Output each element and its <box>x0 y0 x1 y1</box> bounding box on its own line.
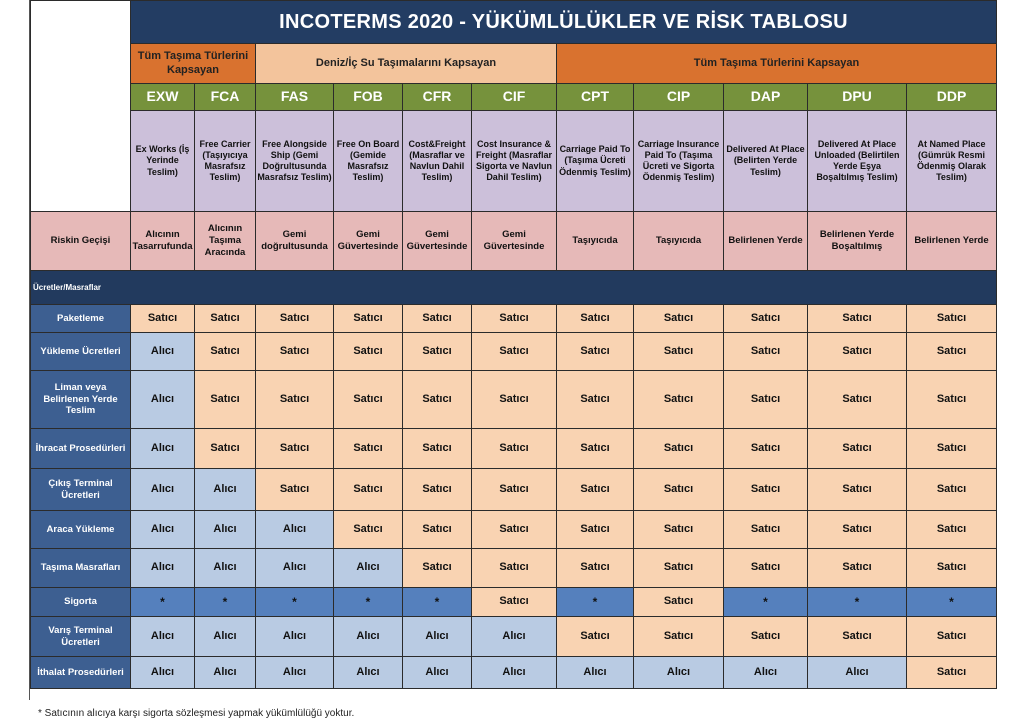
cell-seller: Satıcı <box>907 617 997 657</box>
cell-seller: Satıcı <box>808 511 907 549</box>
cell-seller: Satıcı <box>472 305 557 333</box>
cell-seller: Satıcı <box>907 657 997 689</box>
cell-seller: Satıcı <box>403 371 472 429</box>
table-row <box>31 588 997 617</box>
cell-buyer: Alıcı <box>256 549 334 588</box>
table-row <box>31 305 997 333</box>
cell-seller: Satıcı <box>808 305 907 333</box>
term-description-cpt: Carriage Paid To (Taşıma Ücreti Ödenmiş Teslim) <box>557 111 634 212</box>
cell-buyer: Alıcı <box>724 657 808 689</box>
risk-transfer-fca: Alıcının Taşıma Aracında <box>195 212 256 271</box>
cell-seller: Satıcı <box>907 549 997 588</box>
cell-seller: Satıcı <box>334 511 403 549</box>
cell-no-obligation: * <box>724 588 808 617</box>
cell-seller: Satıcı <box>724 333 808 371</box>
cell-seller: Satıcı <box>557 549 634 588</box>
cell-seller: Satıcı <box>808 549 907 588</box>
cell-no-obligation: * <box>808 588 907 617</box>
cell-seller: Satıcı <box>334 469 403 511</box>
cell-no-obligation: * <box>256 588 334 617</box>
term-description-cif: Cost Insurance & Freight (Masraflar Sigorta ve Navlun Dahil Teslim) <box>472 111 557 212</box>
term-code-dap: DAP <box>724 84 808 111</box>
cell-no-obligation: * <box>557 588 634 617</box>
cell-seller: Satıcı <box>634 429 724 469</box>
cell-no-obligation: * <box>131 588 195 617</box>
cell-seller: Satıcı <box>724 549 808 588</box>
cell-buyer: Alıcı <box>557 657 634 689</box>
cell-buyer: Alıcı <box>131 657 195 689</box>
row-label: İthalat Prosedürleri <box>31 657 131 689</box>
cell-seller: Satıcı <box>808 333 907 371</box>
cell-seller: Satıcı <box>256 333 334 371</box>
term-code-fob: FOB <box>334 84 403 111</box>
row-label: Yükleme Ücretleri <box>31 333 131 371</box>
cell-no-obligation: * <box>907 588 997 617</box>
risk-transfer-exw: Alıcının Tasarrufunda <box>131 212 195 271</box>
row-label: Paketleme <box>31 305 131 333</box>
row-label: İhracat Prosedürleri <box>31 429 131 469</box>
cell-seller: Satıcı <box>907 371 997 429</box>
row-label: Taşıma Masrafları <box>31 549 131 588</box>
cell-buyer: Alıcı <box>131 511 195 549</box>
cell-no-obligation: * <box>334 588 403 617</box>
cell-seller: Satıcı <box>334 305 403 333</box>
cell-buyer: Alıcı <box>472 617 557 657</box>
cell-buyer: Alıcı <box>195 657 256 689</box>
cell-buyer: Alıcı <box>131 469 195 511</box>
cell-buyer: Alıcı <box>195 511 256 549</box>
cell-seller: Satıcı <box>557 371 634 429</box>
term-description-fob: Free On Board (Gemide Masrafsız Teslim) <box>334 111 403 212</box>
term-description-dap: Delivered At Place (Belirten Yerde Teslim) <box>724 111 808 212</box>
cell-seller: Satıcı <box>557 511 634 549</box>
table-row <box>31 333 997 371</box>
cell-buyer: Alıcı <box>131 333 195 371</box>
cell-no-obligation: * <box>195 588 256 617</box>
term-description-ddp: At Named Place (Gümrük Resmi Ödenmiş Olarak Teslim) <box>907 111 997 212</box>
cell-seller: Satıcı <box>131 305 195 333</box>
group-all-modes-2: Tüm Taşıma Türlerini Kapsayan <box>557 44 997 84</box>
cell-seller: Satıcı <box>195 429 256 469</box>
cell-buyer: Alıcı <box>131 371 195 429</box>
risk-transfer-dpu: Belirlenen Yerde Boşaltılmış <box>808 212 907 271</box>
cell-seller: Satıcı <box>557 333 634 371</box>
cell-buyer: Alıcı <box>256 617 334 657</box>
table-row <box>31 469 997 511</box>
footnote: * Satıcının alıcıya karşı sigorta sözleşmesi yapmak yükümlülüğü yoktur. <box>38 708 355 719</box>
cell-seller: Satıcı <box>557 429 634 469</box>
cell-seller: Satıcı <box>808 429 907 469</box>
cell-seller: Satıcı <box>907 429 997 469</box>
term-description-cip: Carriage Insurance Paid To (Taşıma Ücreti ve Sigorta Ödenmiş Teslim) <box>634 111 724 212</box>
cell-buyer: Alıcı <box>403 617 472 657</box>
cell-seller: Satıcı <box>195 305 256 333</box>
risk-transfer-cfr: Gemi Güvertesinde <box>403 212 472 271</box>
row-label: Sigorta <box>31 588 131 617</box>
cell-seller: Satıcı <box>724 511 808 549</box>
incoterms-table <box>30 0 997 689</box>
cell-buyer: Alıcı <box>334 617 403 657</box>
cell-seller: Satıcı <box>256 429 334 469</box>
cell-seller: Satıcı <box>334 333 403 371</box>
cell-seller: Satıcı <box>403 429 472 469</box>
cell-seller: Satıcı <box>472 469 557 511</box>
cell-buyer: Alıcı <box>334 657 403 689</box>
risk-transfer-fob: Gemi Güvertesinde <box>334 212 403 271</box>
cell-buyer: Alıcı <box>131 429 195 469</box>
group-all-modes-1: Tüm Taşıma Türlerini Kapsayan <box>131 44 256 84</box>
cell-seller: Satıcı <box>403 549 472 588</box>
cell-buyer: Alıcı <box>334 549 403 588</box>
risk-label: Riskin Geçişi <box>31 212 131 271</box>
cell-seller: Satıcı <box>907 469 997 511</box>
term-description-fas: Free Alongside Ship (Gemi Doğrultusunda Masrafsız Teslim) <box>256 111 334 212</box>
cell-seller: Satıcı <box>403 469 472 511</box>
row-label: Varış Terminal Ücretleri <box>31 617 131 657</box>
cell-seller: Satıcı <box>256 305 334 333</box>
table-row <box>31 549 997 588</box>
cell-seller: Satıcı <box>634 549 724 588</box>
term-description-fca: Free Carrier (Taşıyıcıya Masrafsız Teslim) <box>195 111 256 212</box>
term-code-ddp: DDP <box>907 84 997 111</box>
cell-seller: Satıcı <box>472 511 557 549</box>
cell-seller: Satıcı <box>472 333 557 371</box>
cell-seller: Satıcı <box>724 429 808 469</box>
cell-seller: Satıcı <box>634 469 724 511</box>
cell-seller: Satıcı <box>634 617 724 657</box>
cell-seller: Satıcı <box>907 305 997 333</box>
cell-seller: Satıcı <box>403 305 472 333</box>
term-description-dpu: Delivered At Place Unloaded (Belirtilen Yerde Eşya Boşaltılmış Teslim) <box>808 111 907 212</box>
cell-seller: Satıcı <box>334 429 403 469</box>
cell-no-obligation: * <box>403 588 472 617</box>
term-code-fca: FCA <box>195 84 256 111</box>
cell-buyer: Alıcı <box>131 617 195 657</box>
cell-seller: Satıcı <box>808 617 907 657</box>
cell-seller: Satıcı <box>724 469 808 511</box>
term-code-cfr: CFR <box>403 84 472 111</box>
cell-buyer: Alıcı <box>403 657 472 689</box>
cell-seller: Satıcı <box>634 333 724 371</box>
risk-transfer-cpt: Taşıyıcıda <box>557 212 634 271</box>
cell-seller: Satıcı <box>724 617 808 657</box>
cell-seller: Satıcı <box>634 511 724 549</box>
cell-seller: Satıcı <box>634 371 724 429</box>
cell-seller: Satıcı <box>808 469 907 511</box>
cell-seller: Satıcı <box>634 588 724 617</box>
term-code-cif: CIF <box>472 84 557 111</box>
cell-buyer: Alıcı <box>195 617 256 657</box>
cell-seller: Satıcı <box>472 549 557 588</box>
term-code-exw: EXW <box>131 84 195 111</box>
cell-seller: Satıcı <box>472 429 557 469</box>
term-description-exw: Ex Works (İş Yerinde Teslim) <box>131 111 195 212</box>
cell-buyer: Alıcı <box>472 657 557 689</box>
term-description-cfr: Cost&Freight (Masraflar ve Navlun Dahil Teslim) <box>403 111 472 212</box>
cell-seller: Satıcı <box>907 333 997 371</box>
term-code-dpu: DPU <box>808 84 907 111</box>
cell-seller: Satıcı <box>195 371 256 429</box>
cell-seller: Satıcı <box>472 588 557 617</box>
risk-transfer-fas: Gemi doğrultusunda <box>256 212 334 271</box>
cell-seller: Satıcı <box>907 511 997 549</box>
cell-seller: Satıcı <box>557 617 634 657</box>
cell-seller: Satıcı <box>724 305 808 333</box>
table-row <box>31 511 997 549</box>
cell-seller: Satıcı <box>403 333 472 371</box>
table-row <box>31 617 997 657</box>
cell-seller: Satıcı <box>724 371 808 429</box>
cell-buyer: Alıcı <box>195 549 256 588</box>
risk-transfer-dap: Belirlenen Yerde <box>724 212 808 271</box>
table-title: INCOTERMS 2020 - YÜKÜMLÜLÜKLER VE RİSK TABLOSU <box>131 1 997 44</box>
term-code-cpt: CPT <box>557 84 634 111</box>
risk-transfer-cip: Taşıyıcıda <box>634 212 724 271</box>
cell-buyer: Alıcı <box>195 469 256 511</box>
term-code-cip: CIP <box>634 84 724 111</box>
cell-seller: Satıcı <box>256 469 334 511</box>
risk-transfer-ddp: Belirlenen Yerde <box>907 212 997 271</box>
cell-seller: Satıcı <box>557 469 634 511</box>
cell-seller: Satıcı <box>808 371 907 429</box>
cell-seller: Satıcı <box>557 305 634 333</box>
risk-transfer-cif: Gemi Güvertesinde <box>472 212 557 271</box>
cell-buyer: Alıcı <box>634 657 724 689</box>
corner-cell <box>31 1 131 212</box>
group-sea-inland: Deniz/İç Su Taşımalarını Kapsayan <box>256 44 557 84</box>
cell-seller: Satıcı <box>634 305 724 333</box>
term-code-fas: FAS <box>256 84 334 111</box>
table-row <box>31 657 997 689</box>
table-row <box>31 371 997 429</box>
cell-seller: Satıcı <box>472 371 557 429</box>
cell-seller: Satıcı <box>334 371 403 429</box>
row-label: Liman veya Belirlenen Yerde Teslim <box>31 371 131 429</box>
row-label: Çıkış Terminal Ücretleri <box>31 469 131 511</box>
cell-buyer: Alıcı <box>256 657 334 689</box>
table-row <box>31 429 997 469</box>
cell-seller: Satıcı <box>256 371 334 429</box>
cell-buyer: Alıcı <box>256 511 334 549</box>
cell-buyer: Alıcı <box>808 657 907 689</box>
cell-seller: Satıcı <box>195 333 256 371</box>
cell-seller: Satıcı <box>403 511 472 549</box>
row-label: Araca Yükleme <box>31 511 131 549</box>
section-costs: Ücretler/Masraflar <box>31 271 997 305</box>
cell-buyer: Alıcı <box>131 549 195 588</box>
